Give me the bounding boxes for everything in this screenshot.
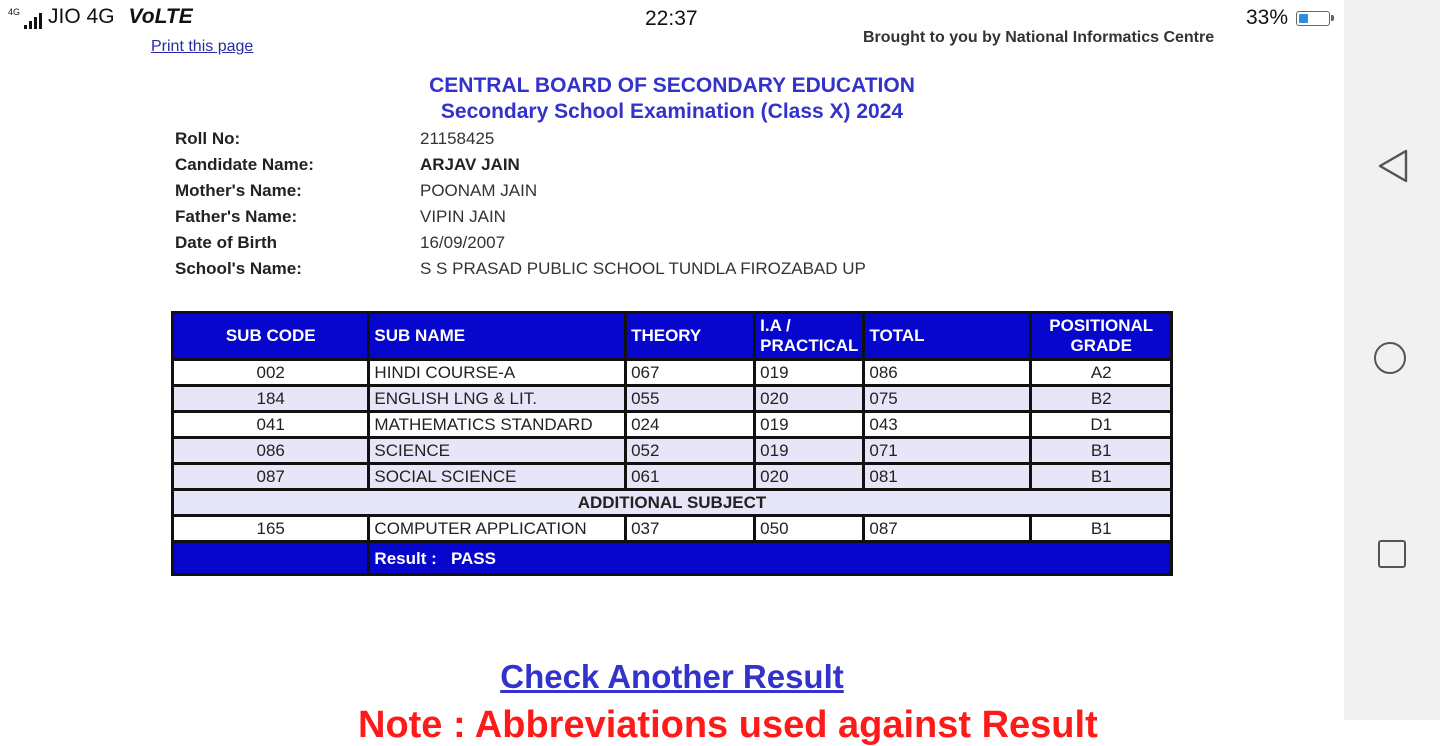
cell-code: 002	[173, 360, 369, 386]
cell-name: SCIENCE	[369, 438, 626, 464]
cell-theory: 024	[626, 412, 755, 438]
cell-code: 165	[173, 516, 369, 542]
recent-apps-square-icon[interactable]	[1378, 540, 1406, 568]
cell-grade: B2	[1031, 386, 1172, 412]
header-theory: THEORY	[626, 313, 755, 360]
carrier-name: JIO 4G	[48, 5, 115, 28]
cell-theory: 052	[626, 438, 755, 464]
result-row	[173, 542, 1172, 575]
exam-title: Secondary School Examination (Class X) 2024	[440, 100, 904, 123]
info-value: S S PRASAD PUBLIC SCHOOL TUNDLA FIROZABAD UP	[420, 259, 866, 278]
cell-ia: 019	[755, 360, 864, 386]
cell-name: SOCIAL SCIENCE	[369, 464, 626, 490]
home-circle-icon[interactable]	[1374, 342, 1406, 374]
additional-subject-label: ADDITIONAL SUBJECT	[173, 490, 1172, 516]
cell-theory: 061	[626, 464, 755, 490]
cell-grade: B1	[1031, 438, 1172, 464]
info-label: Roll No:	[175, 129, 241, 148]
cell-name: COMPUTER APPLICATION	[369, 516, 626, 542]
cell-ia: 050	[755, 516, 864, 542]
info-row-candidate-name	[175, 154, 866, 180]
header-grade-line2: GRADE	[1070, 336, 1132, 355]
result-label: Result :	[374, 548, 437, 568]
check-another-result-link[interactable]: Check Another Result	[500, 658, 844, 695]
cell-total: 087	[864, 516, 1031, 542]
cell-total: 081	[864, 464, 1031, 490]
header-sub-name: SUB NAME	[369, 313, 626, 360]
info-label: School's Name:	[175, 259, 302, 278]
clock: 22:37	[645, 7, 698, 30]
info-label: Mother's Name:	[175, 181, 302, 200]
header-total: TOTAL	[864, 313, 1031, 360]
cell-grade: A2	[1031, 360, 1172, 386]
info-value: ARJAV JAIN	[420, 155, 520, 174]
table-row	[173, 386, 1172, 412]
cell-code: 041	[173, 412, 369, 438]
info-row-school-name	[175, 258, 866, 284]
cell-name: MATHEMATICS STANDARD	[369, 412, 626, 438]
cell-ia: 019	[755, 438, 864, 464]
cell-code: 184	[173, 386, 369, 412]
table-row	[173, 516, 1172, 542]
header-grade-line1: POSITIONAL	[1049, 316, 1154, 335]
battery-status	[1246, 6, 1330, 30]
result-cell	[369, 542, 1172, 575]
info-row-mother-name	[175, 180, 866, 206]
info-value: 16/09/2007	[420, 233, 506, 252]
header-positional-grade	[1031, 313, 1172, 360]
info-value: VIPIN JAIN	[420, 207, 506, 226]
info-value: 21158425	[420, 129, 495, 148]
info-label: Candidate Name:	[175, 155, 314, 174]
cell-name: ENGLISH LNG & LIT.	[369, 386, 626, 412]
cell-total: 043	[864, 412, 1031, 438]
marks-table	[171, 311, 1173, 576]
network-tag: 4G	[8, 7, 21, 17]
cell-theory: 055	[626, 386, 755, 412]
table-row	[173, 464, 1172, 490]
back-triangle-icon[interactable]	[1376, 148, 1410, 184]
cell-ia: 020	[755, 386, 864, 412]
header-ia-line1: I.A /	[760, 316, 791, 335]
volte-indicator: VoLTE	[128, 5, 193, 28]
cell-code: 087	[173, 464, 369, 490]
cell-ia: 019	[755, 412, 864, 438]
result-empty-cell	[173, 542, 369, 575]
battery-percent: 33%	[1246, 6, 1289, 29]
network-status	[8, 5, 193, 29]
header-ia-line2: PRACTICAL	[760, 336, 859, 355]
battery-icon	[1296, 11, 1330, 26]
abbreviation-note: Note : Abbreviations used against Result	[358, 704, 1098, 746]
cell-grade: B1	[1031, 516, 1172, 542]
cell-theory: 037	[626, 516, 755, 542]
header-ia-practical	[755, 313, 864, 360]
table-row	[173, 412, 1172, 438]
table-row	[173, 360, 1172, 386]
info-value: POONAM JAIN	[420, 181, 538, 200]
header-sub-code: SUB CODE	[173, 313, 369, 360]
signal-icon	[24, 13, 42, 29]
candidate-info	[175, 128, 866, 284]
cell-ia: 020	[755, 464, 864, 490]
provider-credit: Brought to you by National Informatics Centre	[863, 29, 1215, 46]
info-label: Date of Birth	[175, 233, 277, 252]
cell-total: 086	[864, 360, 1031, 386]
cell-code: 086	[173, 438, 369, 464]
info-row-father-name	[175, 206, 866, 232]
print-page-link[interactable]: Print this page	[151, 38, 254, 55]
check-another-result	[0, 658, 1344, 696]
table-header-row	[173, 313, 1172, 360]
cell-total: 071	[864, 438, 1031, 464]
info-row-roll	[175, 128, 866, 154]
cell-grade: B1	[1031, 464, 1172, 490]
table-row	[173, 438, 1172, 464]
board-title: CENTRAL BOARD OF SECONDARY EDUCATION	[429, 74, 915, 97]
cell-total: 075	[864, 386, 1031, 412]
info-label: Father's Name:	[175, 207, 298, 226]
additional-subject-row	[173, 490, 1172, 516]
cell-theory: 067	[626, 360, 755, 386]
result-value: PASS	[450, 548, 496, 568]
cell-name: HINDI COURSE-A	[369, 360, 626, 386]
info-row-dob	[175, 232, 866, 258]
cell-grade: D1	[1031, 412, 1172, 438]
